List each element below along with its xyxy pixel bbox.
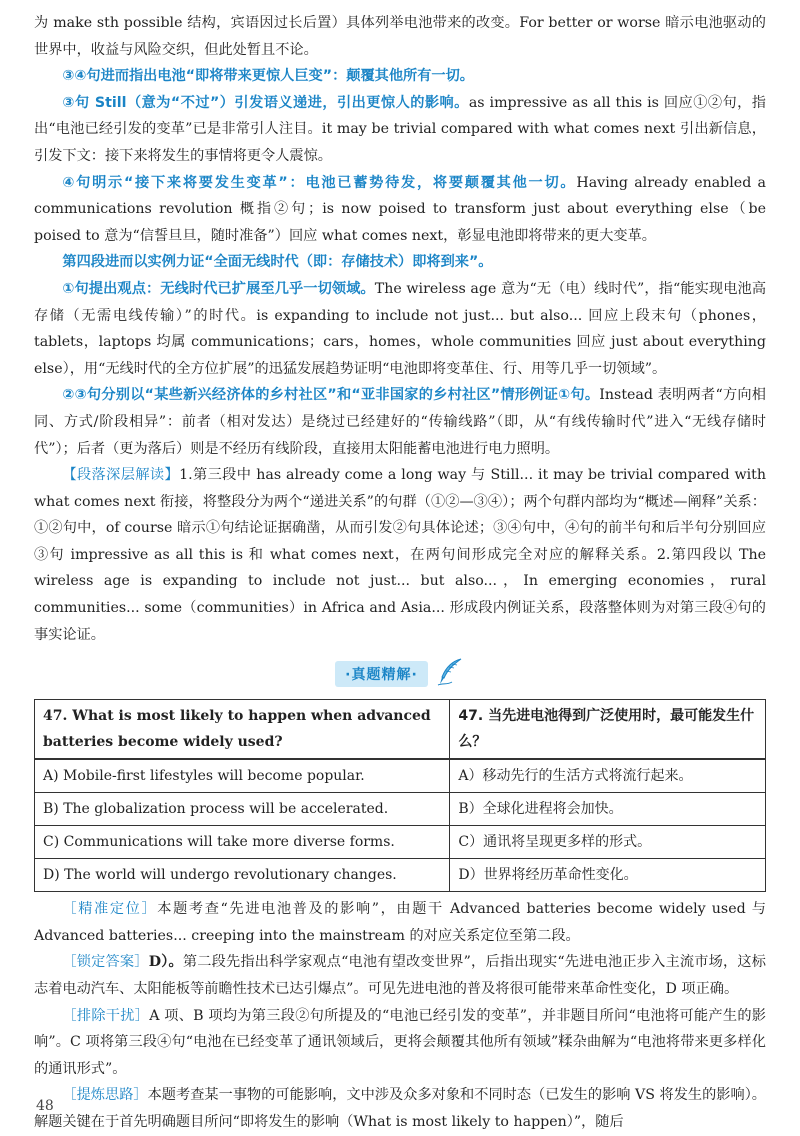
- option-en: C) Communications will take more diverse forms.: [35, 826, 450, 859]
- body-text: 为 make sth possible 结构，宾语因过长后置）具体列举电池带来的改变。For better or worse 暗示电池驱动的世界中，收益与风险交织，但此处暂且不论。: [34, 15, 766, 58]
- section-tag: 【段落深层解读】: [62, 467, 180, 484]
- paragraph-p2: [34, 63, 766, 90]
- option-row-d: [35, 859, 766, 892]
- section-tag: ［精准定位］: [62, 901, 158, 918]
- analysis-distractors: [34, 1003, 766, 1083]
- body-text: 第二段先指出科学家观点“电池有望改变世界”，后指出现实“先进电池正步入主流市场，这标志着电动汽车、太阳能板等前瞻性技术已达引爆点”。可见先进电池的普及将很可能带来革命性变化，D 项正确。: [34, 954, 766, 998]
- page-content: [34, 10, 766, 1136]
- body-text: 本题考查“先进电池普及的影响”，由题干 Advanced batteries become widely used 与 Advanced batteries... creeping into the mainstream 的对应关系定位至第二段。: [34, 901, 766, 944]
- highlight-text: D）。: [148, 954, 183, 971]
- body-text: 本题考查某一事物的可能影响，文中涉及众多对象和不同时态（已发生的影响 VS 将发生的影响）。解题关键在于首先明确题目所问“即将发生的影响（What is most likely to happen）”，随后: [34, 1087, 766, 1130]
- body-text: Having already enabled a communications revolution 概指②句；is now poised to transform just about everything else（be poised to 意为“信誓旦旦，随时准备”）回应 what comes next，彰显电池即将带来的更大变革。: [34, 174, 766, 244]
- highlight-text: ③④句进而指出电池“即将带来更惊人巨变”：颠覆其他所有一切。: [62, 68, 474, 85]
- option-en: A) Mobile-first lifestyles will become popular.: [35, 759, 450, 793]
- paragraph-p3: [34, 90, 766, 170]
- body-text: as impressive as all this is 回应①②句，指出“电池已经引发的变革”已是非常引人注目。it may be trivial compared with what comes next 引出新信息，引发下文：接下来将发生的事情将更令人震惊。: [34, 94, 766, 164]
- option-row-c: [35, 826, 766, 859]
- highlight-text: ④句明示“接下来将要发生变革”：电池已蓄势待发，将要颠覆其他一切。: [62, 174, 577, 191]
- paragraph-p8: [34, 462, 766, 648]
- question-en: 47. What is most likely to happen when advanced batteries become widely used?: [35, 700, 450, 760]
- highlight-text: ③句 Still（意为“不过”）引发语义递进，引出更惊人的影响。: [62, 94, 469, 111]
- banner-label: ·真题精解·: [335, 661, 428, 687]
- paragraph-p1: [34, 10, 766, 63]
- analysis-answer: [34, 949, 766, 1002]
- section-tag: ［锁定答案］: [62, 954, 149, 971]
- highlight-text: ①句提出观点：无线时代已扩展至几乎一切领域。: [62, 280, 375, 297]
- highlight-text: ②③句分别以“某些新兴经济体的乡村社区”和“亚非国家的乡村社区”情形例证①句。: [62, 387, 600, 404]
- option-zh: D）世界将经历革命性变化。: [450, 859, 766, 892]
- question-row: [35, 700, 766, 760]
- section-tag: ［提炼思路］: [62, 1087, 148, 1104]
- paragraph-p7: [34, 382, 766, 462]
- quill-pen-icon: [435, 657, 465, 691]
- highlight-text: 第四段进而以实例力证“全面无线时代（即：存储技术）即将到来”。: [62, 254, 493, 271]
- page-number: 48: [36, 1098, 54, 1114]
- option-zh: B）全球化进程将会加快。: [450, 793, 766, 826]
- question-zh: 47. 当先进电池得到广泛使用时，最可能发生什么？: [450, 700, 766, 760]
- analysis-location: [34, 896, 766, 949]
- paragraph-p6: [34, 276, 766, 382]
- option-zh: C）通讯将呈现更多样的形式。: [450, 826, 766, 859]
- option-row-b: [35, 793, 766, 826]
- body-text: 1.第三段中 has already come a long way 与 Still... it may be trivial compared with what comes next 衔接，将整段分为两个“递进关系”的句群（①②—③④）；两个句群内部均为“概述—阐释”关系：①②句中，of course 暗示①句结论证据确凿，从而引发②句具体论述；③④句中，④句的前半句和后半句分别回应③句 impressive as all this is 和 what comes next，在两句间形成完全对应的解释关系。2.第四段以 The wireless age is expanding to include not just... but also...，In emerging economies，rural communities... some（communities）in Africa and Asia... 形成段内例证关系，段落整体则为对第三段④句的事实论证。: [34, 467, 766, 643]
- body-text: A 项、B 项均为第三段②句所提及的“电池已经引发的变革”，并非题目所问“电池将可能产生的影响”。C 项将第三段④句“电池在已经变革了通讯领域后，更将会颠覆其他所有领域”糅杂曲解为“电池将带来更多样化的通讯形式”。: [34, 1007, 766, 1077]
- paragraph-p5: [34, 249, 766, 276]
- section-banner: [34, 657, 766, 691]
- option-en: B) The globalization process will be accelerated.: [35, 793, 450, 826]
- question-table: [34, 699, 766, 892]
- paragraph-p4: [34, 170, 766, 250]
- body-text: The wireless age 意为“无（电）线时代”，指“能实现电池高存储（无需电线传输）”的时代。is expanding to include not just... but also... 回应上段末句（phones，tablets，laptops 均属 communications；cars，homes，whole communities 回应 just about everything else），用“无线时代的全方位扩展”的迅猛发展趋势证明“电池即将变革住、行、用等几乎一切领域”。: [34, 280, 767, 377]
- option-row-a: [35, 759, 766, 793]
- body-text: Instead 表明两者“方向相同、方式/阶段相异”：前者（相对发达）是绕过已经建好的“传输线路”（即，从“有线传输时代”进入“无线存储时代”）；后者（更为落后）则是不经历有线阶段，直接用太阳能蓄电池进行电力照明。: [34, 387, 766, 457]
- option-zh: A）移动先行的生活方式将流行起来。: [450, 759, 766, 793]
- section-tag: ［排除干扰］: [62, 1007, 150, 1024]
- option-en: D) The world will undergo revolutionary changes.: [35, 859, 450, 892]
- analysis-strategy: [34, 1082, 766, 1135]
